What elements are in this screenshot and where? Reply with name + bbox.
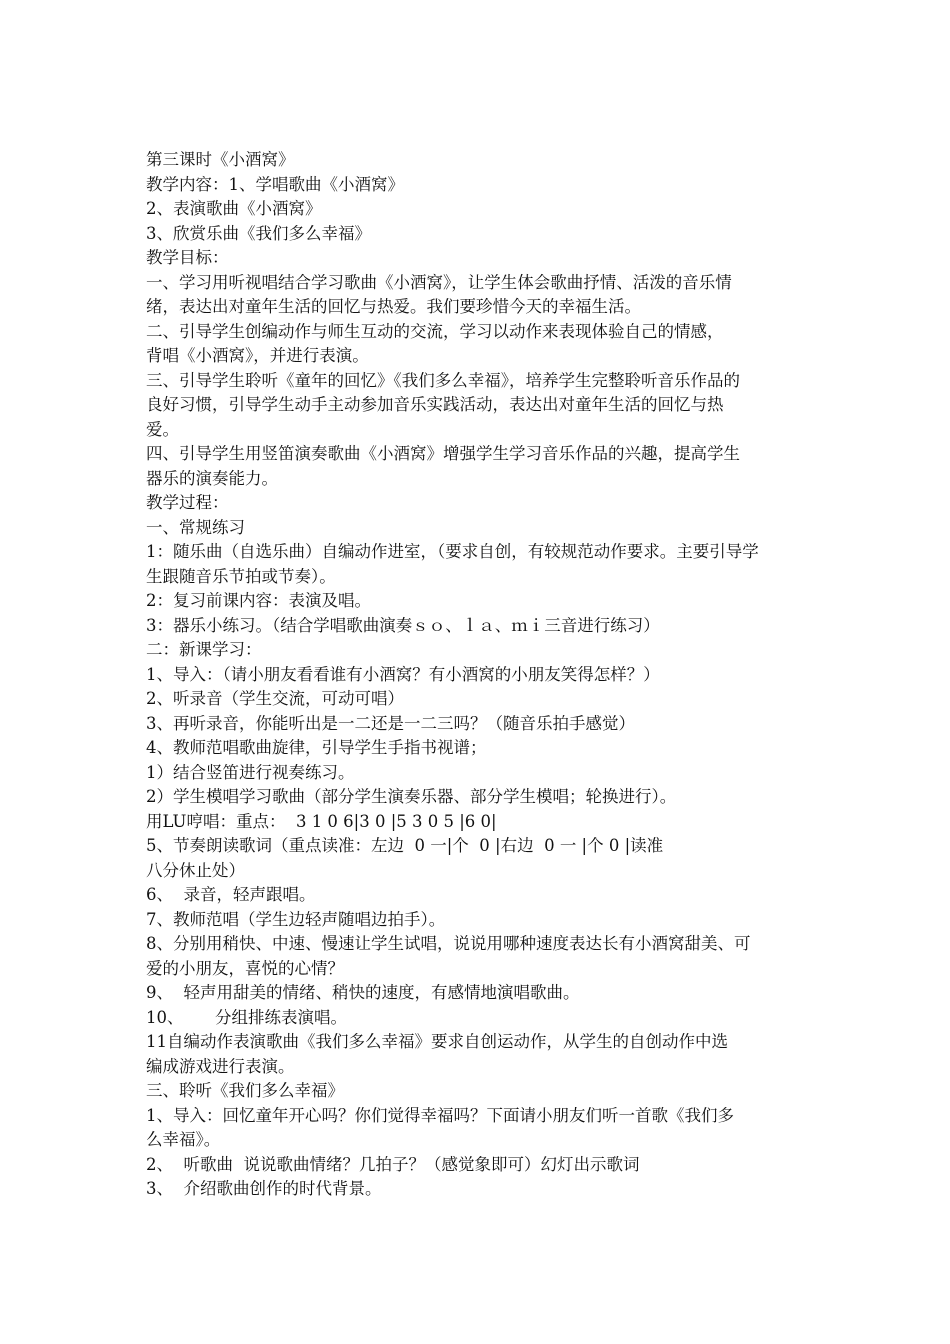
text-line: 绪，表达出对童年生活的回忆与热爱。我们要珍惜今天的幸福生活。 [146,297,641,316]
text-line: 三、聆听《我们多么幸福》 [146,1081,344,1100]
text-line: 4、教师范唱歌曲旋律，引导学生手指书视谱； [146,738,487,757]
text-line: 教学过程： [146,493,229,512]
text-line: 良好习惯，引导学生动手主动参加音乐实践活动，表达出对童年生活的回忆与热 [146,395,724,414]
text-line: 1）结合竖笛进行视奏练习。 [146,762,355,782]
text-line: 么幸福》。 [146,1130,221,1149]
text-line: 8、分别用稍快、中速、慢速让学生试唱，说说用哪种速度表达长有小酒窝甜美、可 [146,934,751,953]
text-line: 一、学习用听视唱结合学习歌曲《小酒窝》，让学生体会歌曲抒情、活泼的音乐情 [146,272,732,292]
text-line: 爱的小朋友，喜悦的心情？ [146,958,344,978]
text-line: 1、导入：回忆童年开心吗？你们觉得幸福吗？下面请小朋友们听一首歌《我们多 [146,1105,734,1125]
text-line: 编成游戏进行表演。 [146,1056,295,1076]
text-line: 背唱《小酒窝》，并进行表演。 [146,346,369,365]
text-line: 11自编动作表演歌曲《我们多么幸福》要求自创运动作，从学生的自创动作中选 [146,1032,728,1051]
text-line: 1、导入：（请小朋友看看谁有小酒窝？有小酒窝的小朋友笑得怎样？） [146,664,660,684]
text-line: 3：器乐小练习。（结合学唱歌曲演奏ｓｏ、ｌａ、ｍｉ三音进行练习） [146,615,660,635]
text-line: 2、 听歌曲 说说歌曲情绪？几拍子？（感觉象即可）幻灯出示歌词 [146,1154,640,1174]
text-line: 3、欣赏乐曲《我们多么幸福》 [146,223,371,243]
text-line: 2：复习前课内容：表演及唱。 [146,591,371,610]
text-line: 6、 录音，轻声跟唱。 [146,885,316,904]
text-line: 3、再听录音，你能听出是一二还是一二三吗？（随音乐拍手感觉） [146,713,635,733]
text-line: 教学目标： [146,248,229,267]
text-line: 2、表演歌曲《小酒窝》 [146,199,322,218]
text-line: 二：新课学习： [146,640,262,659]
text-line: 八分休止处） [146,860,245,880]
lesson-plan-text [146,148,810,1202]
text-line: 2）学生模唱学习歌曲（部分学生演奏乐器、部分学生模唱；轮换进行）。 [146,787,677,806]
text-line: 2、听录音（学生交流，可动可唱） [146,689,404,708]
text-line: 7、教师范唱（学生边轻声随唱边拍手）。 [146,909,446,929]
text-line: 10、 分组排练表演唱。 [146,1007,347,1027]
text-line: 三、引导学生聆听《童年的回忆》《我们多么幸福》，培养学生完整聆听音乐作品的 [146,370,740,390]
text-line: 教学内容：1、学唱歌曲《小酒窝》 [146,174,404,194]
text-line: 5、节奏朗读歌词（重点读准：左边 0 一|个 0 |右边 0 一 |个 0 |读准 [146,836,664,855]
text-line: 3、 介绍歌曲创作的时代背景。 [146,1179,382,1198]
text-line: 器乐的演奏能力。 [146,468,278,488]
text-line: 爱。 [146,419,179,439]
text-line: 用LU哼唱：重点： 3 1 0 6|3 0 |5 3 0 5 |6 0| [146,811,497,831]
text-line: 生跟随音乐节拍或节奏）。 [146,566,336,586]
text-line: 9、 轻声用甜美的情绪、稍快的速度，有感情地演唱歌曲。 [146,983,580,1002]
text-line: 二、引导学生创编动作与师生互动的交流，学习以动作来表现体验自己的情感， [146,321,724,341]
text-line: 第三课时《小酒窝》 [146,150,295,169]
text-line: 1：随乐曲（自选乐曲）自编动作进室，（要求自创，有较规范动作要求。主要引导学 [146,542,759,561]
text-line: 四、引导学生用竖笛演奏歌曲《小酒窝》增强学生学习音乐作品的兴趣，提高学生 [146,444,740,463]
text-line: 一、常规练习 [146,517,245,537]
